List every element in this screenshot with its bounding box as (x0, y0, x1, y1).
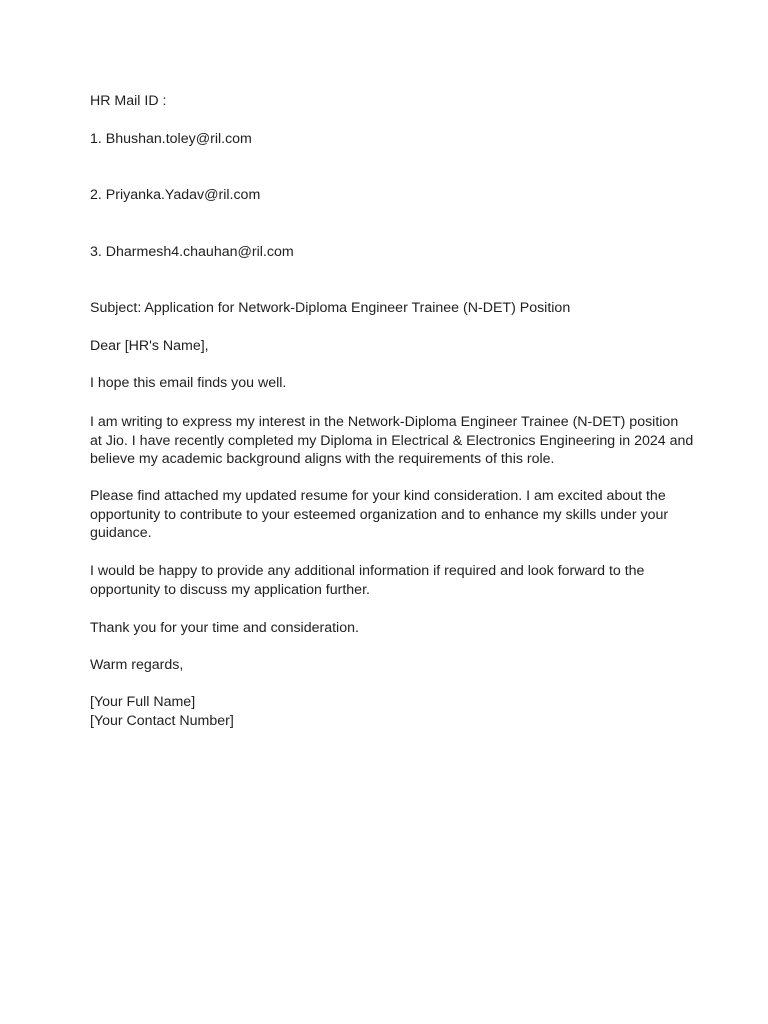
hr-email-2: 2. Priyanka.Yadav@ril.com (90, 187, 261, 203)
paragraph-line: I would be happy to provide any additional information if required and look forward to the (90, 563, 645, 579)
paragraph-resume (90, 487, 690, 543)
paragraph-line: opportunity to contribute to your esteemed organization and to enhance my skills under your (90, 506, 669, 523)
paragraph-interest (90, 413, 694, 469)
paragraph-line: at Jio. I have recently completed my Diploma in Electrical & Electronics Engineering in 2024 and (90, 432, 694, 449)
thanks-line: Thank you for your time and consideration. (90, 620, 359, 636)
signature-name: [Your Full Name] (90, 694, 196, 710)
paragraph-line: guidance. (90, 525, 152, 542)
subject-line: Subject: Application for Network-Diploma Engineer Trainee (N-DET) Position (90, 300, 571, 316)
signature-contact: [Your Contact Number] (90, 712, 234, 729)
paragraph-line: believe my academic background aligns with the requirements of this role. (90, 451, 555, 468)
paragraph-line: I am writing to express my interest in the Network-Diploma Engineer Trainee (N-DET) position (90, 414, 679, 430)
hr-mail-heading: HR Mail ID : (90, 93, 167, 109)
hr-email-3: 3. Dharmesh4.chauhan@ril.com (90, 244, 294, 260)
closing-line: Warm regards, (90, 657, 184, 673)
letter-document (90, 0, 694, 1024)
paragraph-line: opportunity to discuss my application further. (90, 581, 370, 598)
signature-block (90, 693, 690, 730)
salutation: Dear [HR's Name], (90, 338, 209, 354)
paragraph-additional-info (90, 562, 690, 599)
paragraph-line: Please find attached my updated resume for your kind consideration. I am excited about the (90, 488, 666, 504)
hr-email-1: 1. Bhushan.toley@ril.com (90, 131, 252, 147)
opening-line: I hope this email finds you well. (90, 375, 287, 391)
